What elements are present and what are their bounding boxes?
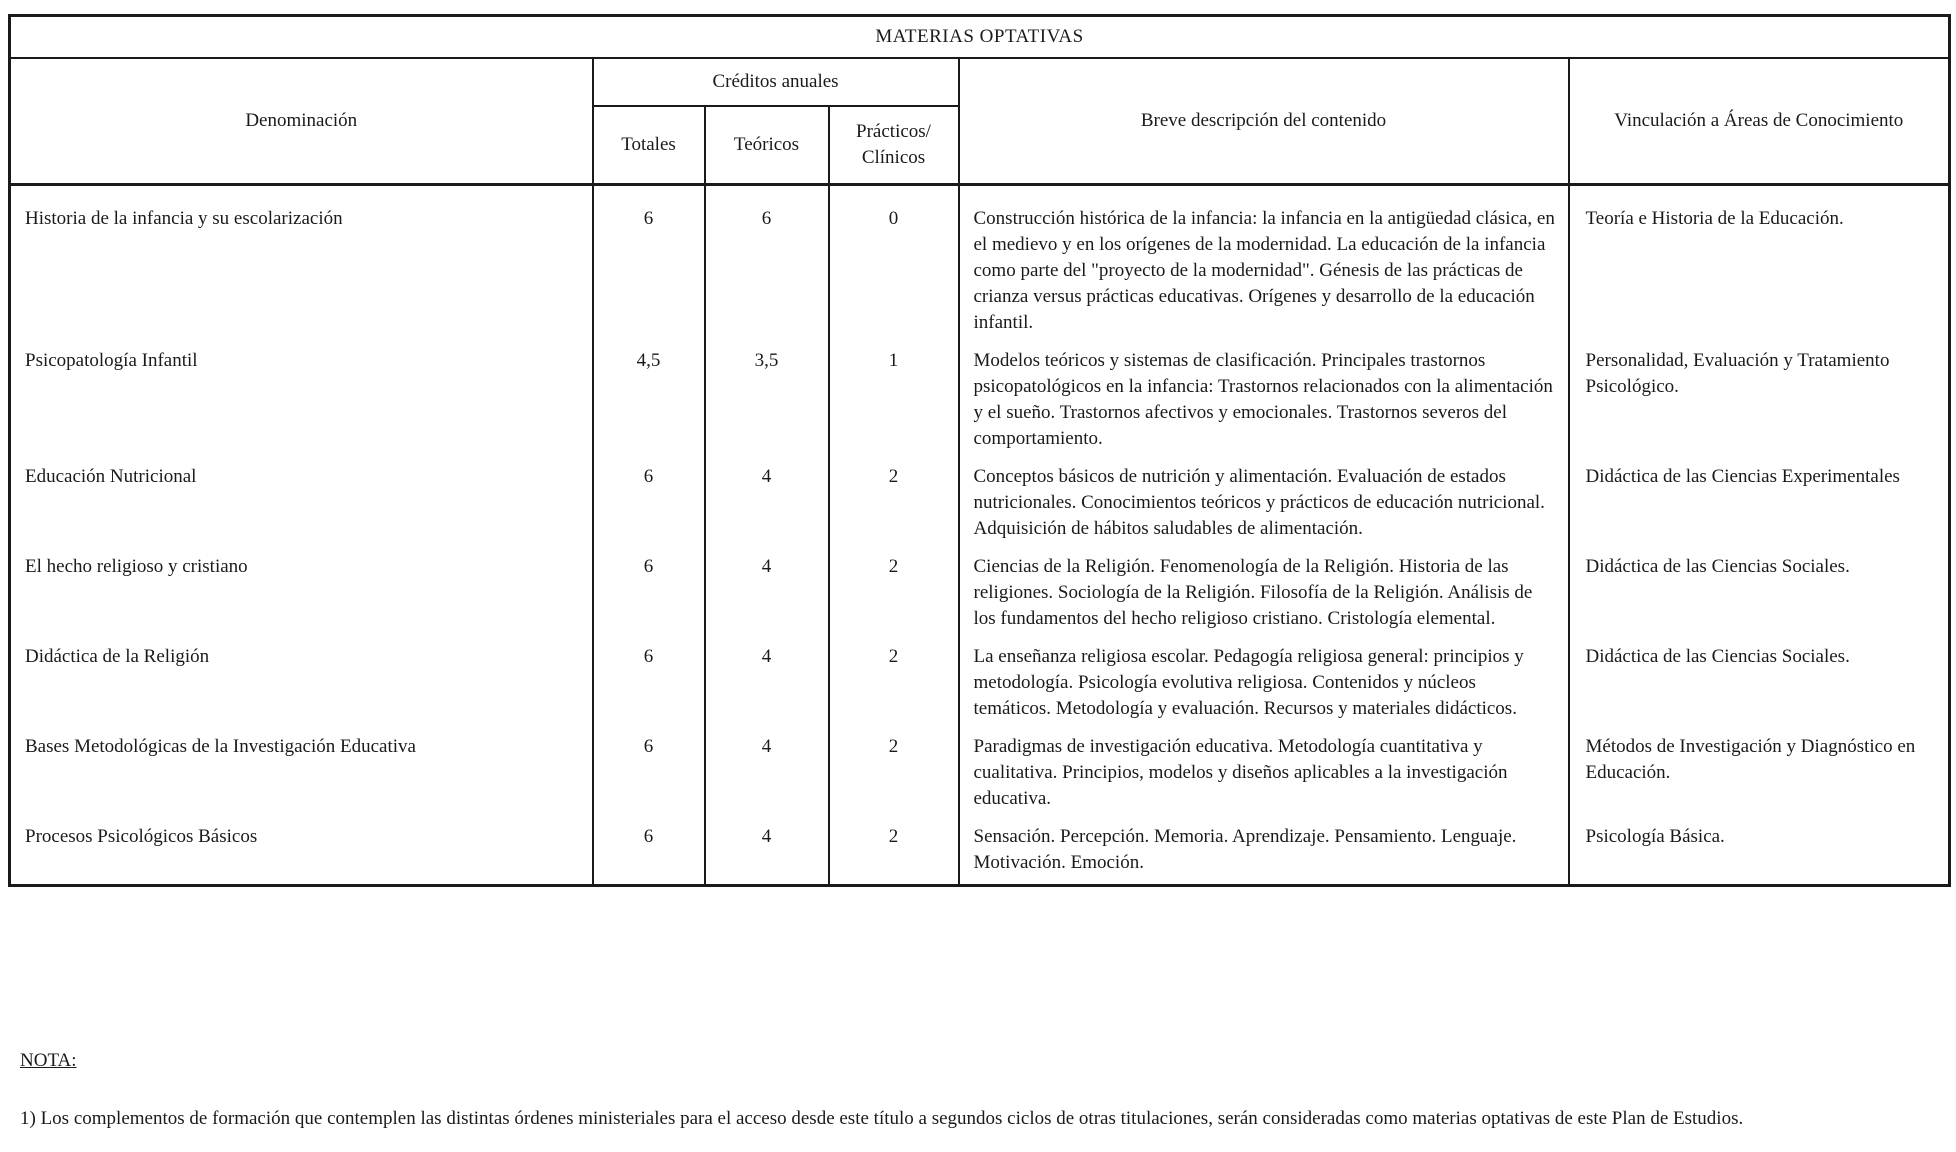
nota-text: 1) Los complementos de formación que contemplen las distintas órdenes ministeriales para el acceso desde este título a segundos ciclos de otras titulaciones, serán consideradas como materias optativas de este Plan de Estudios. (20, 1108, 1744, 1129)
table-row (10, 818, 1950, 886)
nota-heading (20, 1050, 77, 1072)
knowledge-area: Didáctica de las Ciencias Sociales. (1569, 548, 1950, 638)
nota-label: NOTA (20, 1050, 72, 1071)
subject-name: El hecho religioso y cristiano (10, 548, 593, 638)
subject-description: Paradigmas de investigación educativa. Metodología cuantitativa y cualitativa. Principios, modelos y diseños aplicables a la investigación educativa. (959, 728, 1569, 818)
subject-description: Ciencias de la Religión. Fenomenología de la Religión. Historia de las religiones. Sociología de la Religión. Filosofía de la Religión. Análisis de los fundamentos del hecho religioso cristiano. Cristología elemental. (959, 548, 1569, 638)
header-practicos (829, 106, 959, 185)
credits-practicos: 2 (829, 458, 959, 548)
optional-subjects-table (8, 14, 1951, 887)
subject-description: Construcción histórica de la infancia: la infancia en la antigüedad clásica, en el medievo y en los orígenes de la modernidad. La educación de la infancia como parte del "proyecto de la modernidad". Génesis de las prácticas de crianza versus prácticas educativas. Orígenes y desarrollo de la educación infantil. (959, 185, 1569, 343)
credits-totales: 6 (593, 458, 705, 548)
subject-name: Procesos Psicológicos Básicos (10, 818, 593, 886)
table-title: MATERIAS OPTATIVAS (10, 16, 1950, 59)
knowledge-area: Teoría e Historia de la Educación. (1569, 185, 1950, 343)
header-creditos-anuales: Créditos anuales (593, 58, 959, 106)
subject-name: Educación Nutricional (10, 458, 593, 548)
credits-totales: 6 (593, 818, 705, 886)
knowledge-area: Personalidad, Evaluación y Tratamiento Psicológico. (1569, 342, 1950, 458)
credits-teoricos: 4 (705, 638, 829, 728)
subject-name: Didáctica de la Religión (10, 638, 593, 728)
credits-totales: 6 (593, 728, 705, 818)
header-teoricos: Teóricos (705, 106, 829, 185)
nota-colon: : (71, 1050, 77, 1071)
subject-description: La enseñanza religiosa escolar. Pedagogía religiosa general: principios y metodología. Psicología evolutiva religiosa. Contenidos y núcleos temáticos. Metodología y evaluación. Recursos y materiales didácticos. (959, 638, 1569, 728)
knowledge-area: Didáctica de las Ciencias Experimentales (1569, 458, 1950, 548)
header-denominacion: Denominación (10, 58, 593, 185)
credits-totales: 4,5 (593, 342, 705, 458)
credits-totales: 6 (593, 548, 705, 638)
table-row (10, 185, 1950, 343)
header-practicos-line2: Clínicos (861, 147, 926, 168)
table-row (10, 548, 1950, 638)
header-descripcion: Breve descripción del contenido (959, 58, 1569, 185)
credits-practicos: 2 (829, 548, 959, 638)
subject-name: Psicopatología Infantil (10, 342, 593, 458)
header-vinculacion: Vinculación a Áreas de Conocimiento (1569, 58, 1950, 185)
knowledge-area: Psicología Básica. (1569, 818, 1950, 886)
credits-totales: 6 (593, 638, 705, 728)
credits-practicos: 0 (829, 185, 959, 343)
credits-teoricos: 6 (705, 185, 829, 343)
credits-practicos: 2 (829, 728, 959, 818)
credits-teoricos: 3,5 (705, 342, 829, 458)
table-row (10, 728, 1950, 818)
table-row (10, 458, 1950, 548)
table-row (10, 342, 1950, 458)
credits-practicos: 1 (829, 342, 959, 458)
credits-totales: 6 (593, 185, 705, 343)
subject-description: Modelos teóricos y sistemas de clasificación. Principales trastornos psicopatológicos en la infancia: Trastornos relacionados con la alimentación y el sueño. Trastornos afectivos y emocionales. Trastornos severos del comportamiento. (959, 342, 1569, 458)
subject-description: Sensación. Percepción. Memoria. Aprendizaje. Pensamiento. Lenguaje. Motivación. Emoción. (959, 818, 1569, 886)
subject-name: Historia de la infancia y su escolarización (10, 185, 593, 343)
credits-teoricos: 4 (705, 728, 829, 818)
credits-teoricos: 4 (705, 818, 829, 886)
table-row (10, 638, 1950, 728)
header-practicos-line1: Prácticos/ (856, 121, 931, 142)
header-totales: Totales (593, 106, 705, 185)
credits-practicos: 2 (829, 638, 959, 728)
credits-practicos: 2 (829, 818, 959, 886)
knowledge-area: Didáctica de las Ciencias Sociales. (1569, 638, 1950, 728)
subject-name: Bases Metodológicas de la Investigación Educativa (10, 728, 593, 818)
subject-description: Conceptos básicos de nutrición y alimentación. Evaluación de estados nutricionales. Conocimientos teóricos y prácticos de educación nutricional. Adquisición de hábitos saludables de alimentación. (959, 458, 1569, 548)
credits-teoricos: 4 (705, 548, 829, 638)
knowledge-area: Métodos de Investigación y Diagnóstico en Educación. (1569, 728, 1950, 818)
credits-teoricos: 4 (705, 458, 829, 548)
